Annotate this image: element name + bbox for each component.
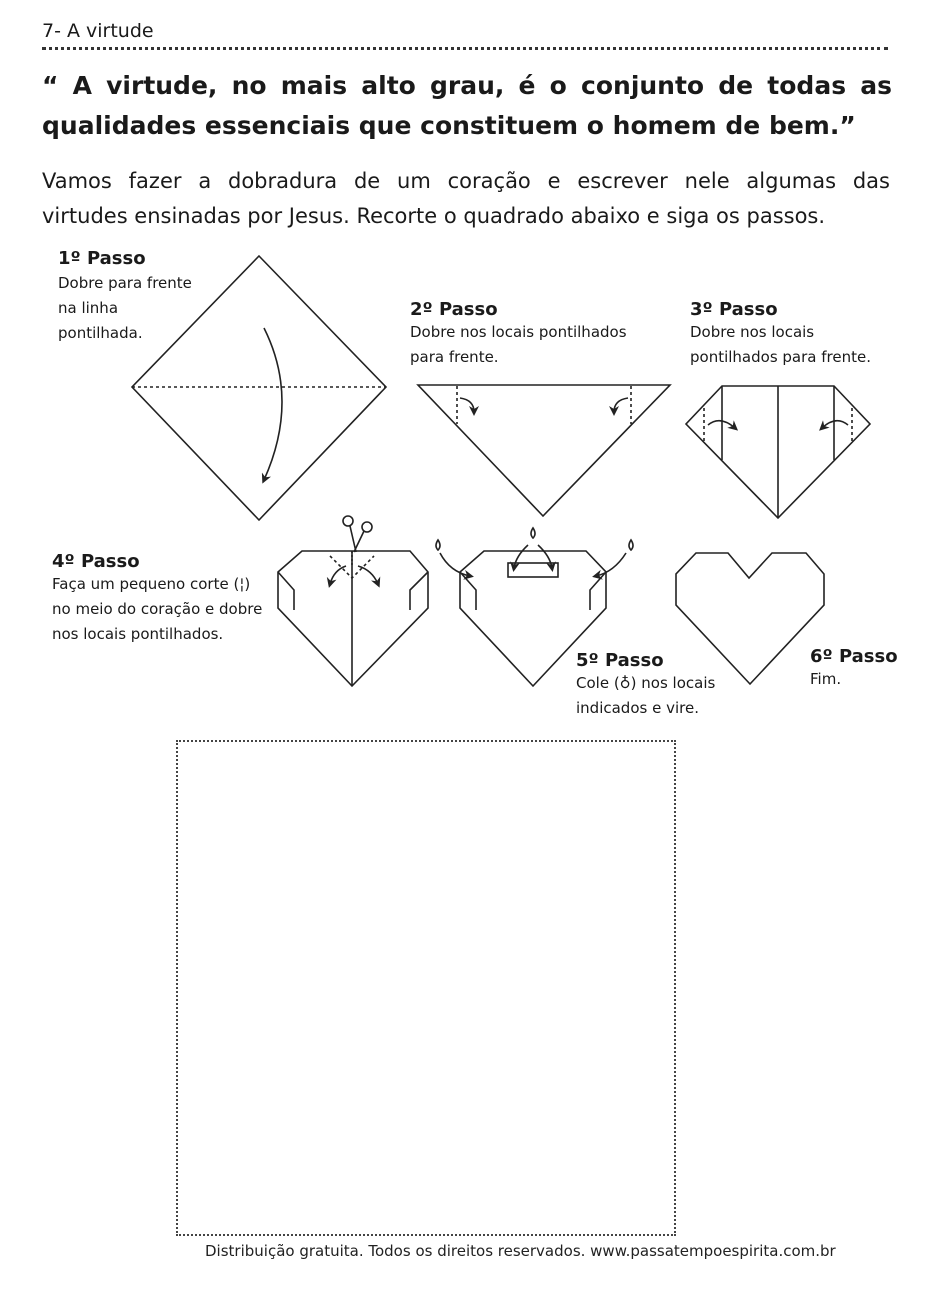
step-3-line: pontilhados para frente. [690, 348, 871, 366]
step-4-line: no meio do coração e dobre [52, 600, 263, 618]
step-3-diagram [686, 386, 870, 518]
step-6-line: Fim. [810, 670, 842, 688]
step-3-title: 3º Passo [690, 299, 778, 320]
step-5-line: indicados e vire. [576, 699, 699, 717]
footer-credits: Distribuição gratuita. Todos os direitos reservados. www.passatempoespirita.com.br [205, 1242, 836, 1260]
step-2-diagram [418, 385, 670, 516]
step-6-diagram [676, 553, 824, 684]
step-2-title: 2º Passo [410, 299, 498, 320]
section-title: 7- A virtude [42, 20, 154, 42]
step-2-line: para frente. [410, 348, 499, 366]
step-3-line: Dobre nos locais [690, 323, 815, 341]
step-2-line: Dobre nos locais pontilhados [410, 323, 627, 341]
step-1-line: na linha [58, 299, 119, 317]
intro-line-1: Vamos fazer a dobradura de um coração e escrever nele algumas das [42, 169, 890, 193]
quote-line-2: qualidades essenciais que constituem o homem de bem.” [42, 111, 856, 140]
step-1-line: Dobre para frente [58, 274, 192, 292]
step-5-diagram [436, 528, 633, 686]
step-1-diagram [132, 256, 386, 520]
step-4-title: 4º Passo [52, 551, 140, 572]
step-5-line: Cole (♁) nos locais [576, 674, 716, 692]
step-1-line: pontilhada. [58, 324, 143, 342]
step-4-diagram [278, 516, 428, 686]
cut-out-square [176, 740, 676, 1236]
intro-line-2: virtudes ensinadas por Jesus. Recorte o quadrado abaixo e siga os passos. [42, 204, 826, 228]
step-6-title: 6º Passo [810, 646, 898, 667]
quote-line-1: “ A virtude, no mais alto grau, é o conjunto de todas as [42, 71, 892, 100]
step-4-line: nos locais pontilhados. [52, 625, 224, 643]
step-5-title: 5º Passo [576, 650, 664, 671]
step-1-title: 1º Passo [58, 248, 146, 269]
step-4-line: Faça um pequeno corte (¦) [52, 575, 251, 593]
